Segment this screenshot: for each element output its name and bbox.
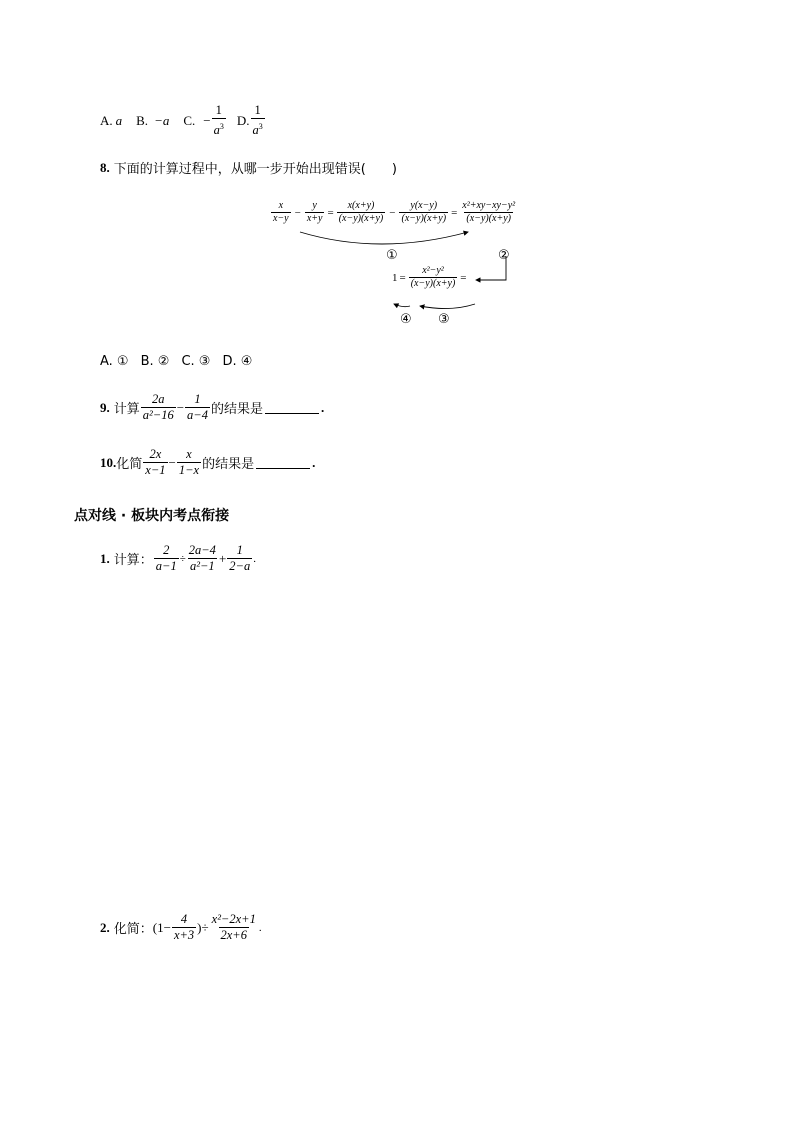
problem-1 bbox=[100, 543, 256, 574]
q10-question bbox=[100, 447, 315, 478]
fraction-denominator: a²−16 bbox=[142, 408, 174, 422]
q8-number: 8. bbox=[100, 159, 110, 175]
fraction-denominator: x−y bbox=[273, 213, 289, 224]
section-title: 点对线 · 板块内考点衔接 bbox=[74, 508, 230, 524]
q10-fraction-2 bbox=[177, 447, 201, 478]
q8-fraction-6 bbox=[409, 265, 458, 290]
q7-option-c-fraction bbox=[212, 103, 226, 138]
q9-suffix: 的结果是 bbox=[210, 402, 263, 417]
q10-number: 10. bbox=[100, 454, 117, 470]
fraction-numerator: 2a bbox=[151, 392, 165, 406]
q8-step-2-label: ② bbox=[498, 248, 510, 263]
fraction-numerator: y bbox=[312, 200, 317, 211]
problem-1-number: 1. bbox=[100, 550, 110, 566]
fraction-numerator: 2 bbox=[163, 543, 170, 557]
q8-fraction-3 bbox=[337, 200, 386, 225]
fraction-numerator: 1 bbox=[194, 392, 201, 406]
q9-fraction-1 bbox=[141, 392, 176, 423]
equals-sign: = bbox=[460, 271, 467, 284]
fraction-numerator: 2x bbox=[149, 447, 162, 461]
q8-fraction-5 bbox=[460, 200, 517, 225]
q8-equation-row2 bbox=[392, 265, 469, 290]
q8-option-a: A. ① bbox=[100, 354, 129, 369]
q8-fraction-1 bbox=[271, 200, 291, 225]
divide-sign: ÷ bbox=[179, 552, 186, 565]
q10-answer-blank[interactable] bbox=[256, 457, 310, 469]
plus-sign: + bbox=[218, 550, 227, 566]
open-paren: (1− bbox=[152, 919, 171, 935]
q7-option-b-label: B. bbox=[136, 112, 149, 128]
fraction-denominator bbox=[212, 118, 226, 138]
equals-sign: = bbox=[399, 271, 406, 284]
fraction-denominator: (x−y)(x+y) bbox=[401, 213, 447, 224]
fraction-denominator: a−1 bbox=[155, 559, 177, 573]
fraction-denominator: a−4 bbox=[187, 408, 208, 422]
close-paren-divide: )÷ bbox=[197, 919, 209, 935]
q9-answer-blank[interactable] bbox=[265, 402, 319, 414]
fraction-denominator: (x−y)(x+y) bbox=[410, 278, 456, 289]
problem-1-fraction-2 bbox=[187, 543, 218, 574]
q7-option-a-label: A. bbox=[100, 112, 113, 128]
q10-fraction-1 bbox=[143, 447, 167, 478]
problem-2-prefix: 化简： bbox=[113, 922, 153, 937]
q10-prefix: 化简 bbox=[116, 457, 143, 472]
fraction-numerator: x(x+y) bbox=[347, 200, 375, 211]
q9-number: 9. bbox=[100, 399, 110, 415]
period: . bbox=[253, 552, 256, 565]
q7-option-d-fraction bbox=[251, 103, 265, 138]
one-value: 1 bbox=[392, 271, 398, 284]
q8-step-3-label: ③ bbox=[438, 312, 450, 327]
minus-sign: − bbox=[176, 399, 185, 415]
fraction-numerator: x²−2x+1 bbox=[211, 912, 256, 926]
q8-fraction-2 bbox=[305, 200, 325, 225]
q8-option-d: D. ④ bbox=[222, 354, 253, 369]
fraction-denominator: 2−a bbox=[229, 559, 251, 573]
fraction-numerator: 4 bbox=[180, 912, 188, 926]
period: . bbox=[321, 399, 325, 415]
fraction-denominator: x−1 bbox=[145, 463, 166, 477]
exponent: 3 bbox=[219, 122, 224, 131]
problem-2-fraction-2 bbox=[210, 912, 258, 943]
fraction-denominator: a²−1 bbox=[190, 559, 215, 573]
fraction-denominator: (x−y)(x+y) bbox=[466, 213, 511, 224]
problem-2-fraction-1 bbox=[172, 912, 196, 943]
q7-options bbox=[100, 103, 266, 138]
problem-1-fraction-3 bbox=[227, 543, 252, 574]
exponent: 3 bbox=[258, 122, 263, 131]
q9-question bbox=[100, 392, 324, 423]
q9-fraction-2 bbox=[185, 392, 210, 423]
q7-option-d-label: D. bbox=[236, 112, 250, 128]
q8-step-4-label: ④ bbox=[400, 312, 412, 327]
problem-2 bbox=[100, 912, 262, 943]
q7-option-c-label: C. bbox=[183, 112, 196, 128]
minus-sign: − bbox=[168, 454, 176, 470]
fraction-denominator: 1−x bbox=[178, 463, 200, 477]
fraction-numerator: 1 bbox=[254, 103, 261, 117]
base: a bbox=[252, 123, 259, 138]
fraction-numerator: x bbox=[278, 200, 284, 211]
fraction-denominator: x+y bbox=[306, 213, 323, 224]
equals-sign: = bbox=[451, 206, 458, 219]
fraction-numerator: 1 bbox=[215, 103, 222, 117]
period: . bbox=[258, 921, 262, 934]
q8-equation-row1 bbox=[270, 200, 518, 225]
fraction-numerator: 2a−4 bbox=[188, 543, 216, 557]
q10-suffix: 的结果是 bbox=[202, 457, 255, 472]
period: . bbox=[312, 454, 316, 470]
q7-option-c-sign: − bbox=[203, 112, 211, 128]
q7-option-a-value: a bbox=[115, 112, 123, 128]
q9-prefix: 计算 bbox=[113, 402, 140, 417]
q7-option-b-value: −a bbox=[154, 112, 170, 128]
fraction-denominator: x+3 bbox=[173, 928, 195, 942]
fraction-denominator bbox=[251, 118, 265, 138]
fraction-numerator: x²−y² bbox=[422, 265, 444, 276]
fraction-numerator: x²+xy−xy−y² bbox=[462, 200, 516, 211]
q8-text: 下面的计算过程中，从哪一步开始出现错误( ) bbox=[113, 162, 397, 177]
minus-sign: − bbox=[294, 206, 301, 219]
problem-2-number: 2. bbox=[100, 919, 110, 935]
q8-fraction-4 bbox=[399, 200, 448, 225]
q8-question bbox=[100, 158, 397, 177]
minus-sign: − bbox=[389, 206, 396, 219]
problem-1-fraction-1 bbox=[154, 543, 179, 574]
fraction-denominator: (x−y)(x+y) bbox=[338, 213, 384, 224]
q8-option-c: C. ③ bbox=[181, 354, 211, 369]
fraction-denominator: 2x+6 bbox=[220, 928, 247, 942]
fraction-numerator: 1 bbox=[236, 543, 243, 557]
q8-step-1-label: ① bbox=[386, 248, 398, 263]
q8-options bbox=[100, 354, 252, 369]
base: a bbox=[213, 123, 220, 138]
equals-sign: = bbox=[327, 206, 334, 219]
fraction-numerator: x bbox=[186, 447, 192, 461]
q8-option-b: B. ② bbox=[140, 354, 170, 369]
fraction-numerator: y(x−y) bbox=[410, 200, 438, 211]
problem-1-prefix: 计算： bbox=[113, 553, 153, 568]
